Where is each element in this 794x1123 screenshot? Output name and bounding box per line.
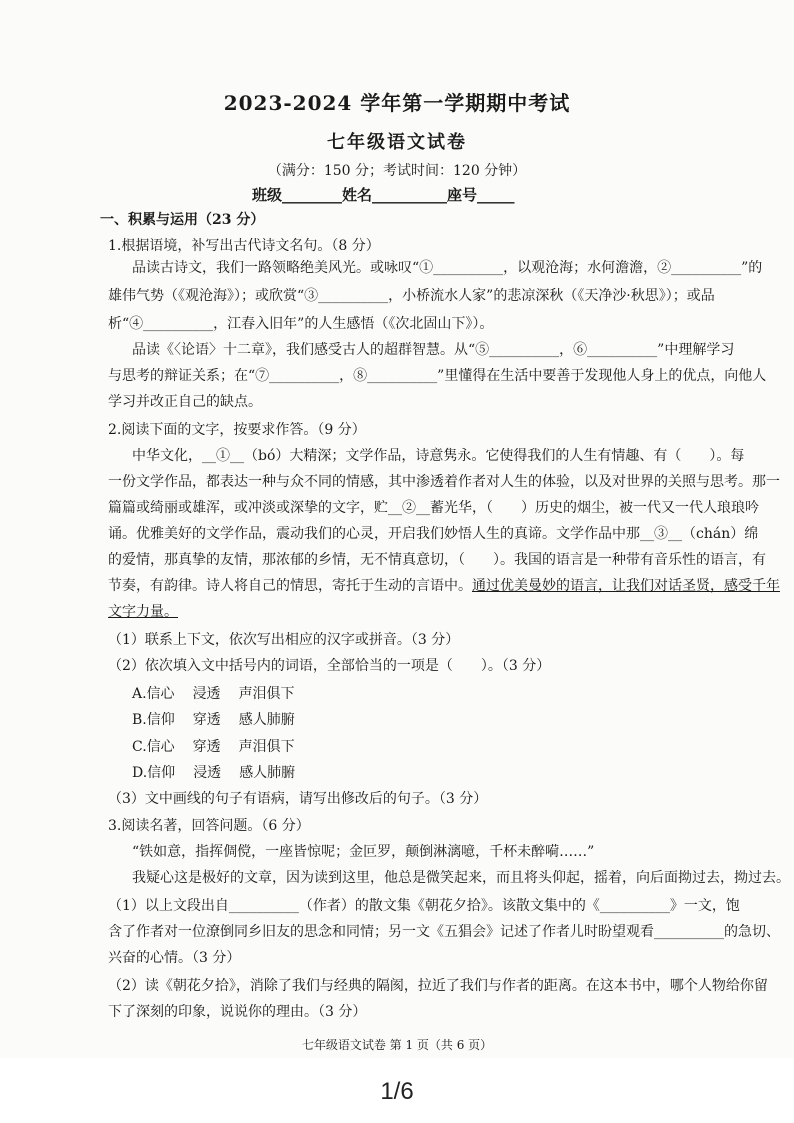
exam-title: 2023-2024 学年第一学期期中考试: [223, 91, 571, 115]
section-heading: 一、积累与运用（23 分）: [100, 212, 265, 228]
exam-meta: （满分：150 分；考试时间：120 分钟）: [267, 163, 527, 179]
q2-line: 中华文化，__①__（bó）大精深；文学作品，诗意隽永。它使得我们的人生有情趣、有（ ）。每: [132, 448, 745, 464]
q1-line: 品读古诗文，我们一路领略绝美风光。或咏叹“①__________，以观沧海；水何澹澹，②__________”的: [132, 260, 763, 276]
underlined-sentence: 通过优美曼妙的语言，让我们对话圣贤，感受千年: [472, 578, 780, 594]
page-footer: 七年级语文试卷 第 1 页（共 6 页）: [301, 1038, 493, 1052]
underlined-sentence-end: 文字力量。: [108, 604, 178, 620]
option-a: A.信心 浸透 声泪俱下: [132, 686, 295, 702]
q1-line: 雄伟气势（《观沧海》）；或欣赏“③__________，小桥流水人家”的悲凉深秋（《天净沙·秋思》）；或品: [108, 288, 715, 304]
q3-quote-follow: 我疑心这是极好的文章，因为读到这里，他总是微笑起来，而且将头仰起，摇着，向后面拗过去，拗过去。: [132, 870, 790, 886]
q1-line: 品读《〈论语〉十二章》，我们感受古人的超群智慧。从“⑤__________，⑥__________”中理解学习: [132, 342, 735, 358]
exam-subtitle: 七年级语文试卷: [327, 132, 467, 153]
q3-sub1-line: 含了作者对一位潦倒同乡旧友的思念和同情；另一文《五猖会》记述了作者儿时盼望观看__________的急切、: [108, 924, 780, 940]
q1-line: 与思考的辩证关系；在“⑦__________，⑧__________”里懂得在生活中要善于发现他人身上的优点，向他人: [108, 368, 767, 384]
page-indicator: 1/6: [380, 1078, 414, 1105]
q2-line: 篇篇或绮丽或雄浑，或冲淡或深挚的文字，贮__②__蓄光华，（ ）历史的烟尘，被一代又一代人琅琅吟: [108, 500, 759, 516]
q3-sub1-line: （1）以上文段出自__________（作者）的散文集《朝花夕拾》。该散文集中的《__________》一文，饱: [108, 898, 740, 914]
q2-line: 一份文学作品，都表达一种与众不同的情感，其中渗透着作者对人生的体验，以及对世界的关照与思考。那一: [108, 474, 780, 490]
q3-quote: “铁如意，指挥倜傥，一座皆惊呢；金叵罗，颠倒淋漓噫，千杯未醉嗬……”: [132, 844, 595, 860]
q2-prompt: 2.阅读下面的文字，按要求作答。（9 分）: [108, 422, 366, 438]
q2-line: [108, 602, 744, 622]
q2-line: 诵。优雅美好的文学作品，震动我们的心灵，开启我们妙悟人生的真谛。文学作品中那__③__（chán）绵: [108, 526, 759, 542]
q2-sub3: （3）文中画线的句子有语病，请写出修改后的句子。（3 分）: [108, 791, 488, 807]
q3-prompt: 3.阅读名著，回答问题。（6 分）: [108, 818, 310, 834]
q2-line: 的爱情，那真挚的友情，那浓郁的乡情，无不情真意切，（ ）。我国的语言是一种带有音乐性的语言，有: [108, 552, 766, 568]
q3-sub1-line: 兴奋的心情。（3 分）: [108, 950, 241, 966]
q1-prompt: 1.根据语境，补写出古代诗文名句。（8 分）: [108, 238, 380, 254]
option-c: C.信心 穿透 声泪俱下: [132, 739, 295, 755]
q1-line: 学习并改正自己的缺点。: [108, 394, 262, 410]
q2-line-text: 节奏，有韵律。诗人将自己的情思，寄托于生动的言语中。: [108, 578, 472, 594]
q2-sub2: （2）依次填入文中括号内的词语，全部恰当的一项是（ ）。（3 分）: [108, 658, 551, 674]
option-b: B.信仰 穿透 感人肺腑: [132, 712, 295, 728]
q3-sub2-line: 下了深刻的印象，说说你的理由。（3 分）: [108, 1004, 367, 1020]
q2-line: [108, 576, 780, 596]
q3-sub2-line: （2）读《朝花夕拾》，消除了我们与经典的隔阂，拉近了我们与作者的距离。在这本书中，哪个人物给你留: [108, 978, 768, 994]
q1-line: 析“④__________，江春入旧年”的人生感悟（《次北固山下》）。: [108, 316, 494, 332]
option-d: D.信仰 浸透 感人肺腑: [132, 765, 296, 781]
q2-sub1: （1）联系上下文，依次写出相应的汉字或拼音。（3 分）: [108, 632, 460, 648]
student-info: 班级________姓名__________座号_____: [252, 186, 515, 204]
